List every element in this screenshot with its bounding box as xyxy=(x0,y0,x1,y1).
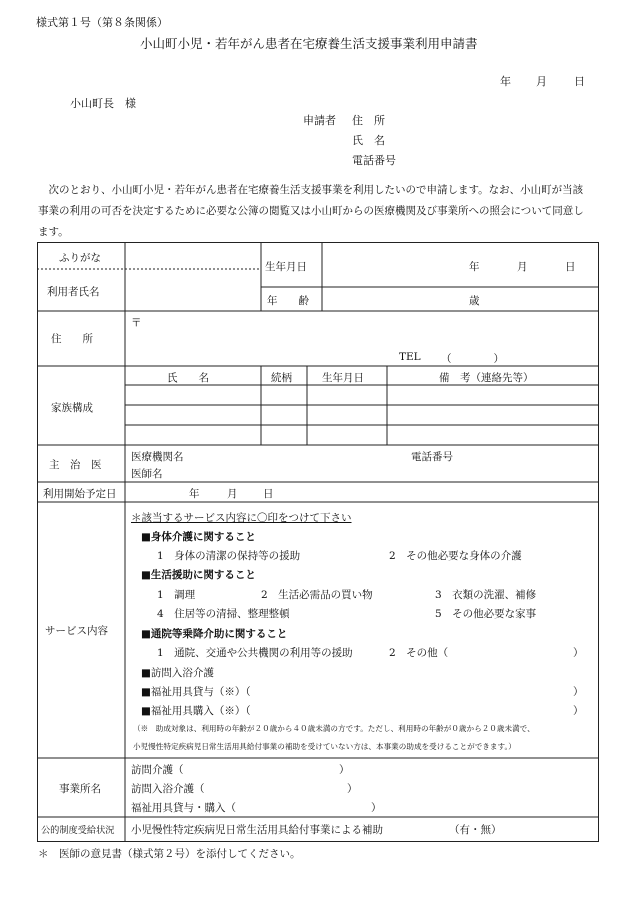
sec2-item-2: 2 生活必需品の買い物 xyxy=(261,589,373,601)
address-label: 住 所 xyxy=(51,333,93,345)
birth-month: 月 xyxy=(517,261,528,273)
birth-year: 年 xyxy=(469,261,480,273)
office-bath: 訪問入浴介護（ xyxy=(131,783,205,795)
postal-mark: 〒 xyxy=(131,317,142,329)
sec2-item-3: 3 衣類の洗濯、補修 xyxy=(435,589,537,601)
purchase-close-paren: ） xyxy=(573,705,584,717)
applicant-address-label: 住 所 xyxy=(352,114,385,127)
sec1-item-2: 2 その他必要な身体の介護 xyxy=(389,550,522,562)
family-col-relation: 続柄 xyxy=(271,372,292,384)
age-unit: 歳 xyxy=(469,295,480,307)
tel-label: TEL xyxy=(399,351,421,363)
applicant-phone-label: 電話番号 xyxy=(352,154,396,167)
service-label: サービス内容 xyxy=(45,625,108,637)
start-year: 年 xyxy=(189,488,200,500)
birth-label: 生年月日 xyxy=(265,261,307,273)
family-col-birth: 生年月日 xyxy=(322,372,364,384)
start-month: 月 xyxy=(227,488,238,500)
start-day: 日 xyxy=(263,488,274,500)
family-label: 家族構成 xyxy=(51,402,93,414)
addressee: 小山町長 様 xyxy=(70,97,136,110)
application-table xyxy=(37,242,599,842)
office-label: 事業所名 xyxy=(59,783,101,795)
start-date-label: 利用開始予定日 xyxy=(43,488,117,500)
rental-service: ■福祉用具貸与（※）（ xyxy=(141,686,251,698)
family-col-name: 氏 名 xyxy=(167,372,209,384)
form-number: 様式第１号（第８条関係） xyxy=(36,16,168,29)
public-choice: （有・無） xyxy=(449,824,502,836)
bath-service: ■訪問入浴介護 xyxy=(141,667,214,679)
office-equipment-close: ） xyxy=(371,802,382,814)
sec3-item-1: 1 通院、交通や公共機関の利用等の援助 xyxy=(157,647,353,659)
birth-day: 日 xyxy=(565,261,576,273)
sec3-close-paren: ） xyxy=(573,647,584,659)
public-label: 公的制度受給状況 xyxy=(41,825,115,836)
intro-paragraph: 次のとおり、小山町小児・若年がん患者在宅療養生活支援事業を利用したいので申請します。なお、小山町が当該事業の利用の可否を決定するために必要な公簿の閲覧又は小山町からの医療機関及び事業所への照会について同意します。 xyxy=(38,184,584,238)
date-month-label: 月 xyxy=(536,75,547,88)
tel-paren: （ ） xyxy=(441,353,504,365)
office-equipment: 福祉用具貸与・購入（ xyxy=(131,802,236,814)
sec2-title: ■生活援助に関すること xyxy=(141,569,256,581)
hospital-label: 医療機関名 xyxy=(131,451,184,463)
page-title: 小山町小児・若年がん患者在宅療養生活支援事業利用申請書 xyxy=(140,36,478,51)
office-bath-close: ） xyxy=(347,783,358,795)
sec1-title: ■身体介護に関すること xyxy=(141,531,256,543)
family-col-remarks: 備 考（連絡先等） xyxy=(439,372,534,384)
doctor-phone-label: 電話番号 xyxy=(411,451,453,463)
doctor-name-label: 医師名 xyxy=(131,468,163,480)
office-home-care: 訪問介護（ xyxy=(131,764,184,776)
footnote: ＊ 医師の意見書（様式第２号）を添付してください。 xyxy=(38,848,301,860)
sec2-item-5: 5 その他必要な家事 xyxy=(435,608,537,620)
doctor-label: 主 治 医 xyxy=(49,459,102,471)
date-year-label: 年 xyxy=(500,75,511,88)
sec3-title: ■通院等乗降介助に関すること xyxy=(141,628,288,640)
rental-close-paren: ） xyxy=(573,686,584,698)
furigana-label: ふりがな xyxy=(59,252,101,264)
sec1-item-1: 1 身体の清潔の保持等の援助 xyxy=(157,550,301,562)
note-line-2: 小児慢性特定疾病児日常生活用具給付事業の補助を受けていない方は、本事業の助成を受けることができます。） xyxy=(133,742,516,751)
purchase-service: ■福祉用具購入（※）（ xyxy=(141,705,251,717)
date-day-label: 日 xyxy=(574,75,585,88)
sec2-item-1: 1 調理 xyxy=(157,589,196,601)
applicant-label: 申請者 xyxy=(303,114,336,127)
age-label: 年 齢 xyxy=(267,295,309,307)
user-name-label: 利用者氏名 xyxy=(47,286,100,298)
public-text: 小児慢性特定疾病児日常生活用具給付事業による補助 xyxy=(131,824,383,836)
applicant-name-label: 氏 名 xyxy=(352,134,385,147)
sec2-item-4: 4 住居等の清掃、整理整頓 xyxy=(157,608,290,620)
office-home-care-close: ） xyxy=(339,764,350,776)
sec3-item-2: 2 その他（ xyxy=(389,647,449,659)
table-grid xyxy=(37,242,599,842)
note-line-1: （※ 助成対象は、利用時の年齢が２０歳から４０歳未満の方です。ただし、利用時の年齢が０歳から２０歳未満で、 xyxy=(133,724,535,733)
service-instruction: ＊該当するサービス内容に〇印をつけて下さい xyxy=(131,512,352,524)
